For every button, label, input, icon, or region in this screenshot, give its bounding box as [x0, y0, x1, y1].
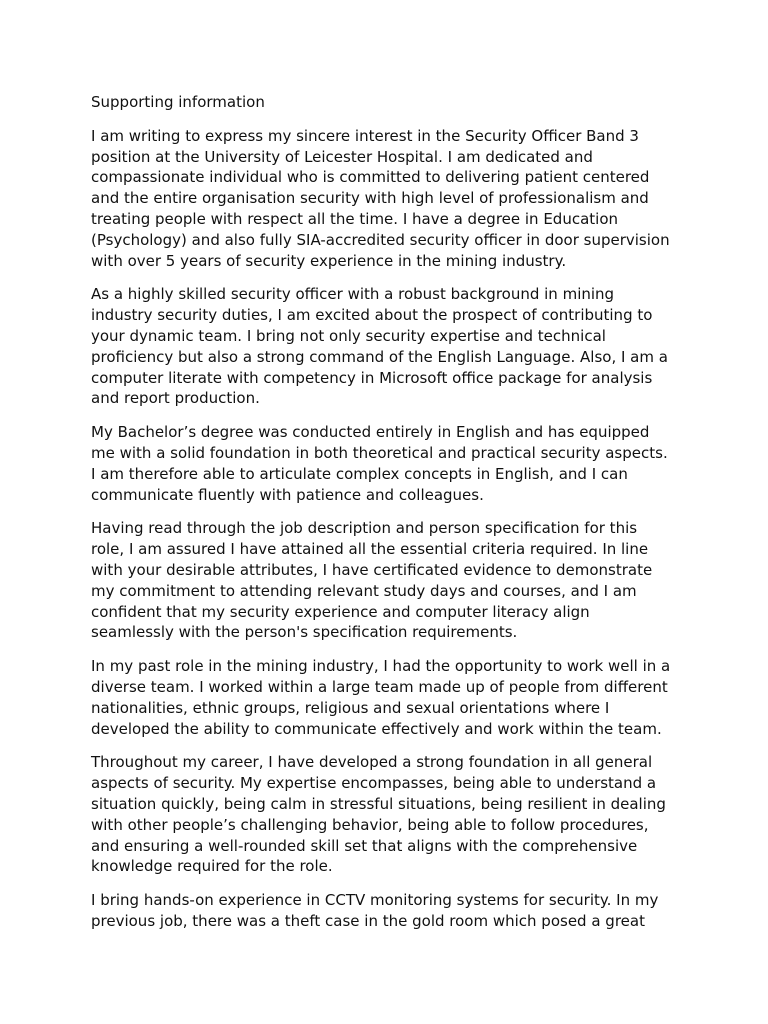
paragraph-line: In my past role in the mining industry, I had the opportunity to work well in a: [91, 657, 671, 676]
paragraph-line: I am therefore able to articulate complex concepts in English, and I can: [91, 464, 628, 483]
paragraph-list: [91, 126, 691, 932]
paragraph: [91, 656, 691, 739]
paragraph-line: confident that my security experience and computer literacy align: [91, 602, 590, 621]
paragraph-line: Throughout my career, I have developed a strong foundation in all general: [91, 753, 653, 772]
paragraph-line: with your desirable attributes, I have certificated evidence to demonstrate: [91, 560, 653, 579]
document-heading: Supporting information: [91, 93, 265, 111]
paragraph: [91, 126, 691, 272]
paragraph-line: computer literate with competency in Microsoft office package for analysis: [91, 368, 653, 387]
paragraph-line: my commitment to attending relevant study days and courses, and I am: [91, 581, 637, 600]
paragraph-line: position at the University of Leicester Hospital. I am dedicated and: [91, 147, 593, 166]
paragraph-line: industry security duties, I am excited about the prospect of contributing to: [91, 306, 653, 325]
paragraph: [91, 890, 691, 932]
paragraph-line: proficiency but also a strong command of the English Language. Also, I am a: [91, 347, 668, 366]
paragraph-line: with other people’s challenging behavior, being able to follow procedures,: [91, 815, 649, 834]
paragraph-line: seamlessly with the person's specification requirements.: [91, 623, 518, 642]
paragraph: [91, 752, 691, 877]
paragraph-line: and report production.: [91, 389, 260, 408]
paragraph-line: knowledge required for the role.: [91, 857, 333, 876]
paragraph-line: and ensuring a well-rounded skill set that aligns with the comprehensive: [91, 836, 638, 855]
paragraph-line: aspects of security. My expertise encompasses, being able to understand a: [91, 774, 657, 793]
paragraph-line: My Bachelor’s degree was conducted entirely in English and has equipped: [91, 423, 650, 442]
paragraph-line: nationalities, ethnic groups, religious and sexual orientations where I: [91, 698, 610, 717]
paragraph-line: your dynamic team. I bring not only security expertise and technical: [91, 326, 606, 345]
paragraph-line: me with a solid foundation in both theoretical and practical security aspects.: [91, 443, 668, 462]
paragraph-line: and the entire organisation security with high level of professionalism and: [91, 189, 649, 208]
paragraph-line: compassionate individual who is committed to delivering patient centered: [91, 168, 650, 187]
paragraph-line: developed the ability to communicate effectively and work within the team.: [91, 719, 662, 738]
paragraph-line: with over 5 years of security experience in the mining industry.: [91, 251, 567, 270]
paragraph-line: I am writing to express my sincere interest in the Security Officer Band 3: [91, 126, 639, 145]
paragraph-line: treating people with respect all the time. I have a degree in Education: [91, 209, 618, 228]
paragraph-line: As a highly skilled security officer with a robust background in mining: [91, 285, 615, 304]
document-body: [91, 92, 691, 945]
paragraph-line: I bring hands-on experience in CCTV monitoring systems for security. In my: [91, 891, 659, 910]
paragraph-line: diverse team. I worked within a large team made up of people from different: [91, 677, 668, 696]
paragraph: [91, 284, 691, 409]
paragraph-line: communicate fluently with patience and colleagues.: [91, 485, 484, 504]
paragraph-line: (Psychology) and also fully SIA-accredited security officer in door supervision: [91, 230, 670, 249]
paragraph-line: Having read through the job description and person specification for this: [91, 519, 638, 538]
paragraph-line: situation quickly, being calm in stressful situations, being resilient in dealing: [91, 794, 666, 813]
paragraph-line: previous job, there was a theft case in the gold room which posed a great: [91, 911, 645, 930]
paragraph-line: role, I am assured I have attained all the essential criteria required. In line: [91, 540, 649, 559]
paragraph: [91, 422, 691, 505]
paragraph: [91, 518, 691, 643]
